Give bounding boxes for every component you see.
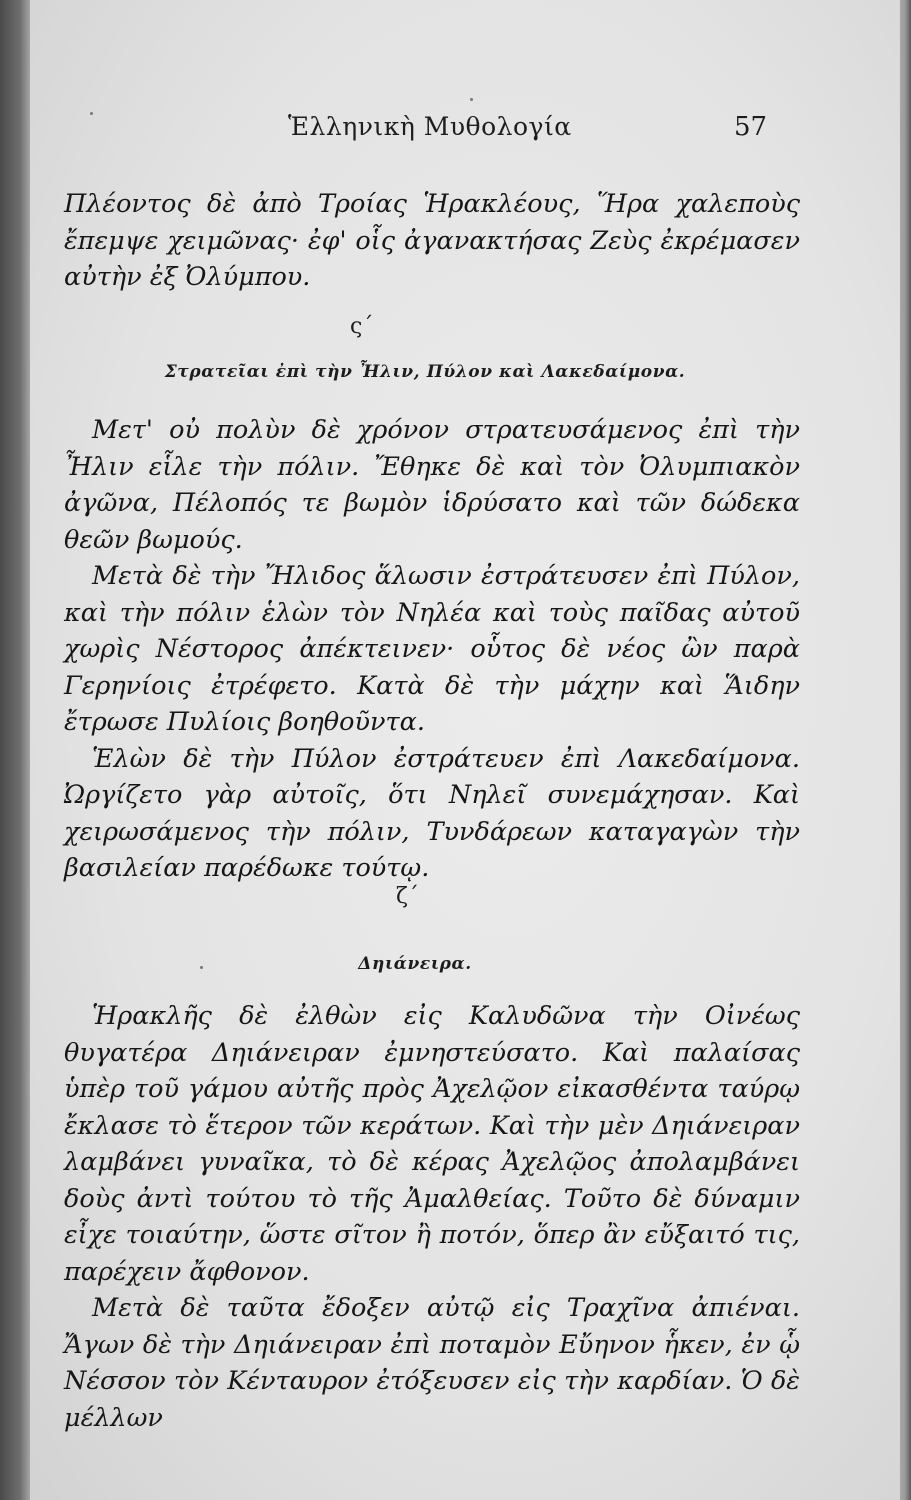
section-7-title: Δηιάνειρα. bbox=[358, 954, 472, 974]
section-7-paragraph: Ἡρακλῆς δὲ ἐλθὼν εἰς Καλυδῶνα τὴν Οἰνέως θυγατέρα Δηιάνειραν ἐμνηστεύσατο. Καὶ παλαίσας ὑπὲρ τοῦ γάμου αὐτῆς πρὸς Ἀχελῷον εἰκασθέντα ταύρῳ ἔκλασε τὸ ἕτερον τῶν κεράτων. Καὶ τὴν μὲν Δηιάνειραν λαμβάνει γυναῖκα, τὸ δὲ κέρας Ἀχελῷος ἀπολαμβάνει δοὺς ἀντὶ τούτου τὸ τῆς Ἀμαλθείας. Τοῦτο δὲ δύναμιν εἶχε τοιαύτην, ὥστε σῖτον ἢ ποτόν, ὅπερ ἂν εὔξαιτό τις, παρέχειν ἄφθονον. bbox=[64, 1001, 800, 1287]
paper-speck bbox=[200, 966, 203, 969]
running-head bbox=[30, 112, 900, 152]
section-6-paragraph: Μετὰ δὲ τὴν Ἤλιδος ἅλωσιν ἐστράτευσεν ἐπὶ Πύλον, καὶ τὴν πόλιν ἑλὼν τὸν Νηλέα καὶ τοὺς παῖδας αὐτοῦ χωρὶς Νέστορος ἀπέκτεινεν· οὗτος δὲ νέος ὢν παρὰ Γερηνίοις ἐτρέφετο. Κατὰ δὲ τὴν μάχην καὶ Ἅιδην ἔτρωσε Πυλίοις βοηθοῦντα. bbox=[64, 561, 800, 737]
section-6-paragraph: Μετ' οὐ πολὺν δὲ χρόνον στρατευσάμενος ἐπὶ τὴν Ἦλιν εἷλε τὴν πόλιν. Ἔθηκε δὲ καὶ τὸν Ὀλυμπιακὸν ἀγῶνα, Πέλοπός τε βωμὸν ἱδρύσατο καὶ τῶν δώδεκα θεῶν βωμούς. bbox=[64, 415, 800, 555]
running-title: Ἑλληνικὴ Μυθολογία bbox=[288, 112, 572, 141]
paper-speck bbox=[90, 112, 93, 115]
section-7-numeral: ζ΄ bbox=[396, 884, 419, 909]
section-7-paragraph: Μετὰ δὲ ταῦτα ἔδοξεν αὐτῷ εἰς Τραχῖνα ἀπιέναι. Ἄγων δὲ τὴν Δηιάνειραν ἐπὶ ποταμὸν Εὔηνον ἧκεν, ἐν ᾧ Νέσσον τὸν Κένταυρον ἐτόξευσεν εἰς τὴν καρδίαν. Ὁ δὲ μέλλων bbox=[64, 1293, 800, 1433]
page-number: 57 bbox=[734, 112, 768, 142]
section-6-numeral: ς΄ bbox=[350, 314, 374, 339]
paper-speck bbox=[470, 98, 473, 101]
section-6-paragraph: Ἑλὼν δὲ τὴν Πύλον ἐστράτευεν ἐπὶ Λακεδαίμονα. Ὠργίζετο γὰρ αὐτοῖς, ὅτι Νηλεῖ συνεμάχησαν. Καὶ χειρωσάμενος τὴν πόλιν, Τυνδάρεων καταγαγὼν τὴν βασιλείαν παρέδωκε τούτῳ. bbox=[64, 743, 800, 883]
section-7-body bbox=[64, 998, 800, 1436]
opening-paragraph: Πλέοντος δὲ ἀπὸ Τροίας Ἡρακλέους, Ἥρα χαλεποὺς ἔπεμψε χειμῶνας· ἐφ' οἷς ἀγανακτήσας Ζεὺς ἐκρέμασεν αὐτὴν ἐξ Ὀλύμπου. bbox=[64, 189, 800, 292]
section-6-body bbox=[64, 412, 800, 887]
opening-paragraph-block bbox=[64, 186, 800, 296]
section-6-title: Στρατεῖαι ἐπὶ τὴν Ἦλιν, Πύλον καὶ Λακεδαίμονα. bbox=[164, 362, 686, 382]
book-page bbox=[30, 0, 900, 1500]
